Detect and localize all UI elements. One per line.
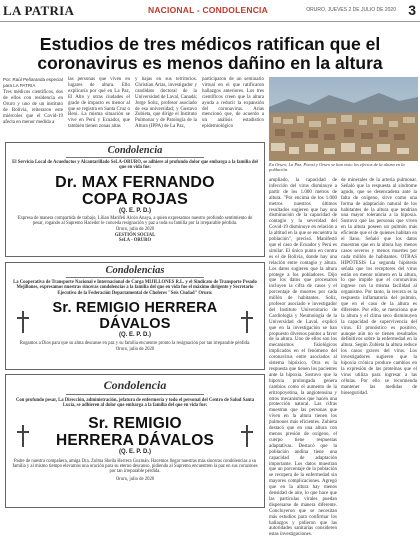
masthead: LA PATRIA [3,3,75,18]
section-label: NACIONAL - CONDOLENCIA [148,5,268,15]
article-column-4 [202,77,264,140]
article-column-3 [135,77,197,140]
article-column-5 [269,178,337,538]
condolence-body: Expresa de manera compartida de trabajo, Lilian Marifeli Alcón Anaya, a quien expresamos nuestro profundo sentimiento de pesar, rogando al Supremo Hacedor le conceda resignación y paz a toda su familia por la irreparable pérdida. [17,215,253,226]
city-photo-image [269,77,418,161]
article-text: de minerales de la arteria pulmonar. Señaló que la respuesta al síndrome agudo, que se desencadena ante la falta de oxígeno, sirve como una forma de adaptación natural de los habitantes de la altura que tendrían una mayor tolerancia a la hipoxia. Sostuvo que las personas que viven en la altura poseen un pulmón más eficiente que el de quienes habitan en el llano. Señaló que los datos muestran que en la altura hay menos casos severos y menos muertes por cada millón de habitantes. OTRAS HIPÓTESIS La segunda hipótesis señala que los receptores del virus están en menor número en la altura, lo que impide que el coronavirus ingrese con la misma facilidad al organismo. Por tanto, la tercera es la respuesta inflamatoria del pulmón, que en el caso de la altura es diferente. Por ello, se menciona que la altura y el clima seco disminuyen la capacidad de supervivencia del virus. El pronóstico es positivo, aunque aún no se tienen resultados definitivos sobre la enfermedad en la altura. Según Zubieta la altura reduce los casos graves del virus. Los investigadores sugieren que la hipoxia crónica produce cambios en la expresión de las proteínas que el virus utiliza para ingresar a las células. Por ello se recomienda mantener las medidas de bioseguridad. [341,178,417,396]
article-text: ampliado, la capacidad de infección del virus disminuye a partir de los 1.000 metros de altura. "Por encima de los 1.000 metros nuestros últimos resultados sugieren que hay una disminución de la capacidad de contagio y la severidad del Covid-19 disminuye en relación a la altitud en la que se encuentra la población", precisó. Manifestó que el caso de Ecuador y Perú es similar. El único punto en contra es el de Bolivia, donde hay una relación entre contagio y altura. Los datos sugieren que la altura protege a los pobladores. Dijo que los datos que procesaron incluyen la cifra de casos y el porcentaje de muertes por cada millón de habitantes. Soliz, profesor asociado e investigador del Instituto Universitario de Cardiología y Neumología de la Universidad de Laval, explicó que en la investigación se han propuesto diversos puntos a favor de la altura. Uno de ellos son los mecanismos fisiológicos implicados en el fenómeno del coronavirus entre asociados al sistema hipóxico. Otra es la respuesta que tienen los pacientes ante la hipoxia. Sostuvo que la hipoxia prolongada genera cambios como el aumento de la eritropoyetina, la angiotensina y otros mecanismos que hacen una protección natural. Las cifras muestran que las personas que viven en la altura tienen los pulmones más eficientes. Zubieta destacó que en una altura con menos presión de oxígeno, el cuerpo tiene respuestas adaptativas. Destacó que la población andina tiene una capacidad de adaptación importante. Los datos muestran que un porcentaje de la población se recupera de la enfermedad sin mayores complicaciones. Agregó que en la altura hay menos densidad de aire, lo que hace que las partículas virales puedan dispersarse de manera diferente. Concluyeron que se necesitan más estudios para confirmar los hallazgos y pidieron que las autoridades sanitarias consideren estas investigaciones. [269,178,337,538]
condolence-ad-2 [5,262,265,370]
article-column-2 [68,77,130,140]
place-date: Oruro, julio de 2020 [115,227,155,233]
byline [3,77,63,88]
condolence-intro: El Servicio Local de Acueductos y Alcantarillado SeLA-ORURO, se adhiere al profundo dolor que embarga a la familia del que en vida fue: [12,160,258,171]
rip-label: (Q. E. P. D.) [119,207,151,214]
cross-icon [16,311,30,333]
condolence-body: Padre de nuestra compañera, amiga Dra. Zulma Sheila Herrera Guzmán. Hacemos llegar nuestras más sinceras condolencias a su familia y al mismo tiempo elevamos una oración para su eterno descanso, pidiendo al Supremo encuentren la paz en sus corazones por tan irreparable pérdida. [12,458,258,475]
deceased-name-line-1: Sr. REMIGIO [88,414,182,432]
page-header [0,0,420,22]
deceased-name-line-1: Sr. REMIGIO HERRERA [52,299,218,316]
deceased-name-line-2: HERRERA DÁVALOS [55,431,214,449]
rip-label: (Q. E. P. D.) [119,331,151,338]
byline-line-2: para LA PATRIA [3,82,36,88]
page-number: 3 [408,2,416,18]
signature-line-2: SeLA - ORURO [118,238,152,244]
article-text: participaron de un seminario virtual en el que ratificaron hallazgos anteriores. Los tres científicos creen que la altura ayuda a reducir la expansión del coronavirus. Arias mencionó que, de acuerdo a un análisis estadístico epidemiológico [202,77,264,130]
headline-line-1: Estudios de tres médicos ratifican que el [39,34,381,54]
deceased-name-line-2: DÁVALOS [99,315,171,332]
condolence-ad-1 [5,142,265,257]
article-column-1 [3,90,63,140]
dateline: ORURO, JUEVES 2 DE JULIO DE 2020 [306,7,396,13]
condolence-intro: La Cooperativa de Transporte Nacional e Internacional de Carga MIJILLONES R.L. y el Sindicato de Transporte Pesado Mejillones, expresamos nuestras sinceras condolencias a la familia del que en vida fue el máximo dirigente y Secretario Ejecutivo de la Federación Departamental de Choferes "Seis Ciudad" Oruro: [13,280,257,296]
signature-line-1: GESTIÓN SOCIAL [114,232,156,238]
photo-caption: En Oruro, La Paz, Potosí y Oruro se han visto los efectos de la altura en la población. [269,162,405,173]
condolence-title: Condolencias [105,265,165,276]
title-divider [66,277,204,278]
condolence-title: Condolencia [107,145,163,156]
article-text: Tres médicos científicos, dos de ellos con residencia en Oruro y uno de un instituto de Bolivia, reiteraron este miércoles que el Covid-19 afecta en menor medida a [3,90,63,125]
place-date: Oruro, julio de 2020 [115,477,155,483]
article-text: y bajas en sus territorios. Christian Arias, investigador y candidato doctoral de la Universidad de Laval, Canadá; Jorge Soliz, profesor asociado de esa universidad; y Gustavo Zubieta, que dirige el Instituto Pulmonar y de Patología de la Altura (IPPA) de La Paz, [135,77,197,130]
article-headline [20,35,400,73]
deceased-name-line-1: Dr. MAX FERNANDO [55,173,215,191]
condolence-title: Condolencia [103,378,167,392]
title-divider [66,394,204,395]
title-divider [66,157,204,158]
article-column-6 [341,178,417,508]
cross-icon [240,311,254,333]
cross-icon [240,425,254,447]
place-date: Oruro, julio de 2020 [115,347,155,353]
headline-line-2: coronavirus es menos dañino en la altura [37,53,383,73]
cross-icon [16,425,30,447]
article-text: las personas que viven en lugares de altura. Ello explicaría por qué en La Paz, El Alto y otras ciudades el grado de impacto es menor al que se registra en Santa Cruz o Beni. La misma situación se vive en Perú y Ecuador, que también tienen zonas altas [68,77,130,130]
city-photo [269,77,418,161]
condolence-body: Rogamos a Dios para que su alma descanse en paz y su familia encuentre pronto la resignación por tan irreparable pérdida. [19,340,251,346]
byline-line-1: Por: Raúl Peñaranda especial [3,77,63,82]
rip-label: (Q. E. P. D.) [119,448,151,455]
deceased-name-line-2: COPA ROJAS [81,190,188,208]
condolence-intro: Con profundo pesar, La Dirección, administración, jefatura de enfermería y todo el personal del Centro de Salud Santa Lucía, se adhieren al dolor que embarga a la familia del que en vida fue: [15,398,255,409]
condolence-ad-3 [5,374,265,508]
